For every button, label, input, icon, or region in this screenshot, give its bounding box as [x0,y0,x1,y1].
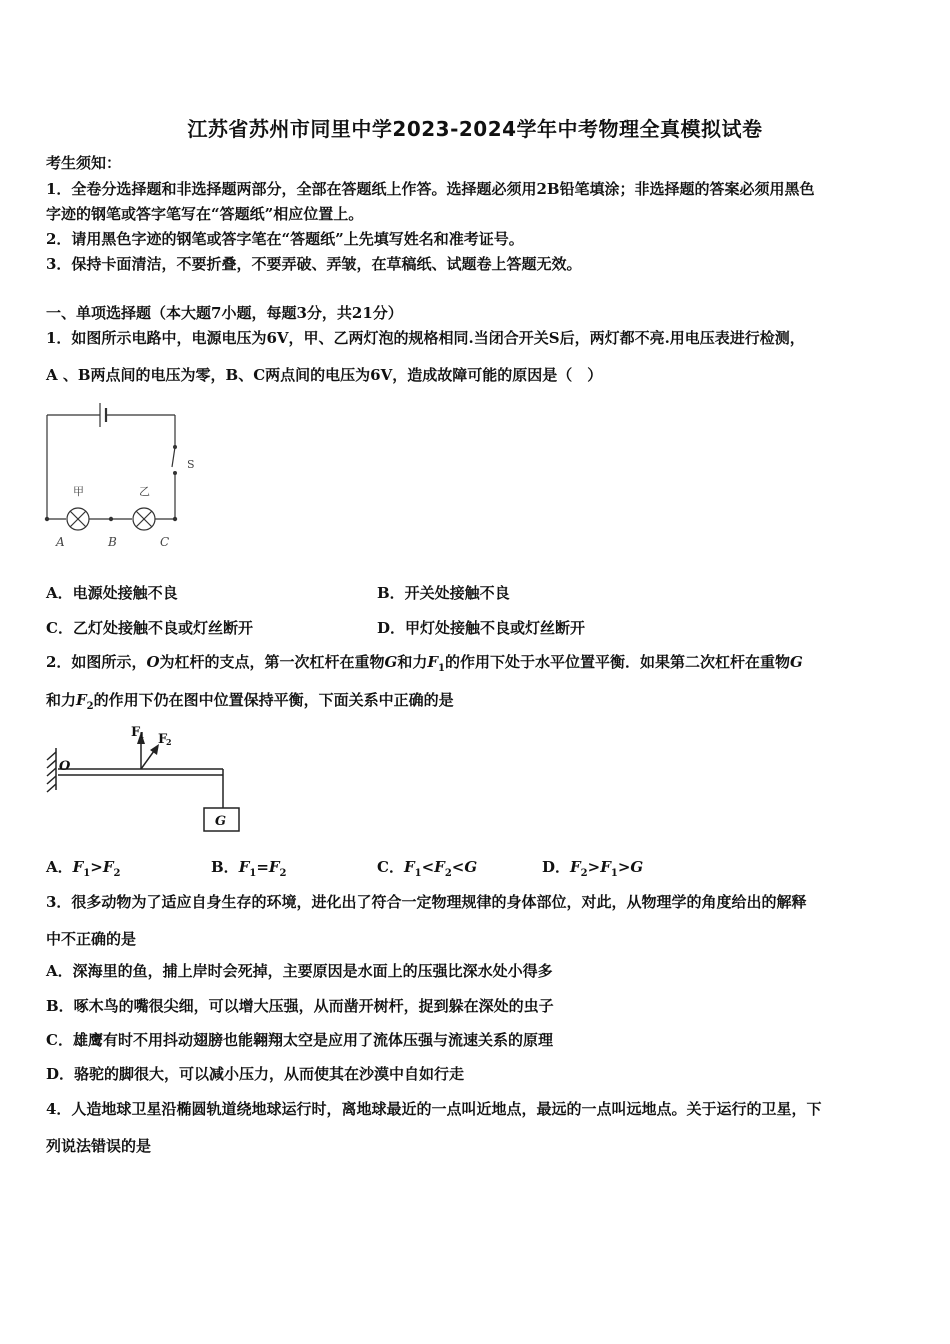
q2-text: 为杠杆的支点，第一次杠杆在重物 [159,653,385,671]
q2-var: F [434,858,445,876]
notice-item: 字迹的钢笔或答字笔写在“答题纸”相应位置上。 [46,205,364,223]
label-a: A [56,535,65,549]
q2-var: F [268,858,280,876]
notice-item: 2．请用黑色字迹的钢笔或答字笔在“答题纸”上先填写姓名和准考证号。 [46,230,524,248]
q2-sub: 2 [113,868,121,879]
relation: < [451,858,465,876]
question-1-stem: 1．如图所示电路中，电源电压为6V，甲、乙两灯泡的规格相同.当闭合开关S后，两灯都不亮.用电压表进行检测， [46,329,805,347]
relation: > [617,858,631,876]
label-c: C [160,535,170,549]
question-4-stem: 4．人造地球卫星沿椭圆轨道绕地球运行时，离地球最近的一点叫近地点，最远的一点叫远地点。关于运行的卫星，下 [46,1100,822,1118]
q1-option-d: D．甲灯处接触不良或灯丝断开 [377,619,586,637]
q2-sub: 2 [444,868,452,879]
question-2-stem [46,651,803,674]
q3-option-b: B．啄木鸟的嘴很尖细，可以增大压强，从而凿开树杆，捉到躲在深处的虫子 [46,997,554,1015]
q2-var: F [72,858,84,876]
q2-text: 和力 [397,653,428,671]
q1-option-b: B．开关处接触不良 [377,584,510,602]
q2-option-b [211,856,287,879]
q2-text: 的作用下仍在图中位置保持平衡，下面关系中正确的是 [93,691,454,709]
label-o: O [59,759,71,774]
q2-sub: 1 [83,868,91,879]
q2-var: G [790,653,803,671]
q2-text: 的作用下处于水平位置平衡．如果第二次杠杆在重物 [445,653,791,671]
relation: > [587,858,601,876]
q3-option-c: C．雄鹰有时不用抖动翅膀也能翱翔太空是应用了流体压强与流速关系的原理 [46,1031,553,1049]
q1-option-c: C．乙灯处接触不良或灯丝断开 [46,619,253,637]
lever-diagram [40,720,250,835]
label-b: B [108,535,117,549]
circuit-diagram [40,395,215,555]
label-s: S [187,458,195,471]
notice-item: 3．保持卡面清洁，不要折叠，不要弄破、弄皱，在草稿纸、试题卷上答题无效。 [46,255,582,273]
relation: = [256,858,269,876]
page-title: 江苏省苏州市同里中学2023-2024学年中考物理全真模拟试卷 [187,117,763,141]
label-yi: 乙 [139,485,150,498]
opt-label: D． [542,858,571,876]
q2-sub: 2 [86,701,94,712]
q2-text: 和力 [46,691,77,709]
label-f2: F [158,732,168,747]
q2-var: O [146,653,160,671]
section-heading: 一、单项选择题（本大题7小题，每题3分，共21分） [46,304,403,322]
opt-label: C． [377,858,404,876]
label-f1: F [131,725,141,740]
q2-var: F [403,858,415,876]
q2-var: F [570,858,581,876]
question-4-stem: 列说法错误的是 [46,1137,152,1155]
q2-var: G [384,653,398,671]
q3-option-d: D．骆驼的脚很大，可以减小压力，从而使其在沙漠中自如行走 [46,1065,465,1083]
opt-label: B． [211,858,239,876]
question-3-stem: 3．很多动物为了适应自身生存的环境，进化出了符合一定物理规律的身体部位，对此，从物理学的角度给出的解释 [46,893,807,911]
label-g: G [215,814,227,829]
relation: > [90,858,103,876]
q2-var: F [427,653,439,671]
q2-sub: 1 [438,663,445,674]
q1-option-a: A．电源处接触不良 [46,584,178,602]
q3-option-a: A．深海里的鱼，捕上岸时会死掉，主要原因是水面上的压强比深水处小得多 [46,962,553,980]
q2-var: F [600,858,611,876]
q2-sub: 2 [279,868,287,879]
q2-var: F [102,858,114,876]
q2-sub: 2 [580,868,588,879]
q2-var: F [76,691,87,709]
q2-option-a [46,856,120,879]
label-jia: 甲 [73,485,84,498]
question-1-stem: A 、B两点间的电压为零，B、C两点间的电压为6V，造成故障可能的原因是（ ） [46,366,603,384]
notice-heading: 考生须知： [46,154,122,172]
q2-var: G [630,858,644,876]
q2-text: 2．如图所示， [46,653,147,671]
question-3-stem: 中不正确的是 [46,930,137,948]
q2-sub: 1 [610,868,618,879]
notice-item: 1．全卷分选择题和非选择题两部分，全部在答题纸上作答。选择题必须用2B铅笔填涂；非选择题的答案必须用黑色 [46,180,815,198]
label-f1-sub: 1 [139,730,145,740]
q2-option-d [542,856,643,879]
q2-var: F [238,858,250,876]
q2-option-c [377,856,477,879]
relation: < [421,858,435,876]
question-2-stem [46,689,454,712]
q2-sub: 1 [414,868,422,879]
q2-sub: 1 [249,868,257,879]
label-f2-sub: 2 [166,737,172,747]
opt-label: A． [46,858,73,876]
q2-var: G [464,858,478,876]
